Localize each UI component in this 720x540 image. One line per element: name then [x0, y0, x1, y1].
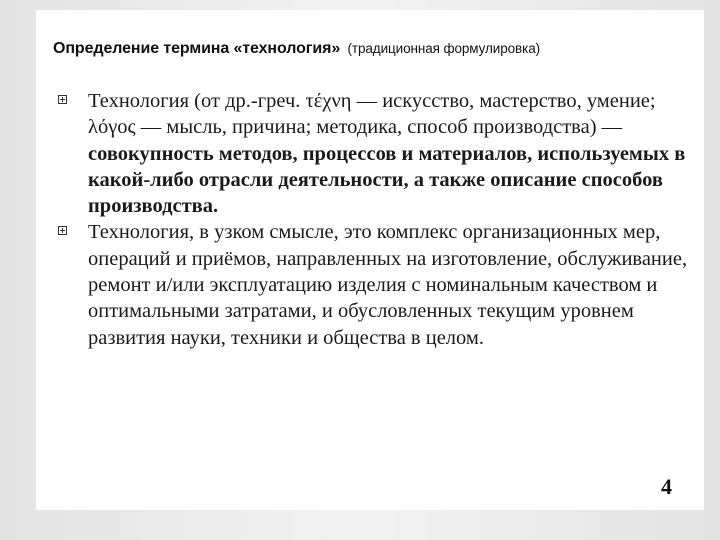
boxed-plus-bullet-icon [58, 226, 67, 235]
bullet-item-narrow-sense [52, 219, 692, 350]
definition-emphasis: совокупность методов, процессов и материалов, используемых в какой-либо отрасли деятельности, а также описание способов производства. [88, 142, 686, 218]
narrow-sense-text: Технология, в узком смысле, это комплекс организационных мер, операций и приёмов, направленных на изготовление, обслуживание, ремонт и/или эксплуатацию изделия с номинальным качеством и оптимальными затратами, и обусловленных текущим уровнем развития науки, техники и общества в целом. [88, 221, 688, 349]
slide [36, 10, 704, 510]
title-main: Определение термина «технология» [53, 40, 341, 57]
definition-text: Технология (от др.-греч. τέχνη — искусство, мастерство, умение; λόγος — мысль, причина; методика, способ производства) — [88, 90, 656, 139]
slide-title [53, 40, 540, 58]
bullet-item-definition [52, 88, 692, 219]
boxed-plus-bullet-icon [58, 95, 67, 104]
page-number: 4 [661, 474, 672, 499]
title-subtitle: (традиционная формулировка) [347, 41, 540, 56]
bullet-list [52, 88, 692, 351]
